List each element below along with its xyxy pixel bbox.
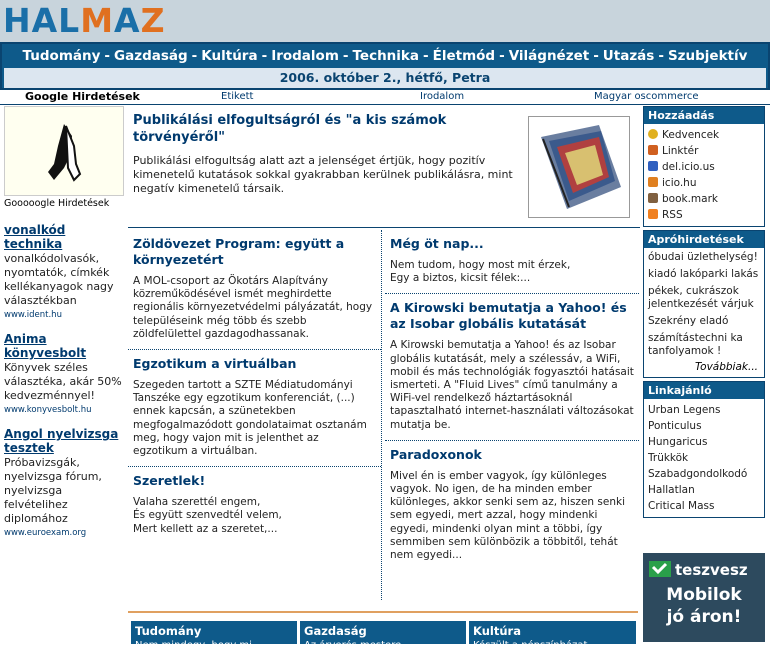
praying-hands-ad[interactable] xyxy=(4,106,124,196)
nav-link[interactable]: Irodalom xyxy=(271,48,339,64)
adbar-irodalom[interactable]: Irodalom xyxy=(420,91,465,102)
classified-item[interactable]: óbudai üzlethelység! xyxy=(648,251,758,263)
tab-tudomany[interactable]: Tudomány Nem mindegy, hogy mi xyxy=(131,621,297,644)
more-ads-link[interactable]: Továbbiak... xyxy=(695,361,758,373)
article-title[interactable]: Szeretlek! xyxy=(133,473,206,489)
article-title[interactable]: Egzotikum a virtuálban xyxy=(133,356,297,372)
nav-separator: - xyxy=(342,48,349,64)
article-text: Nem tudom, hogy most mit érzek, Egy a biztos, kicsit félek:... xyxy=(390,259,571,285)
nav-separator: - xyxy=(191,48,198,64)
linkajanlo-box xyxy=(643,381,765,518)
ad-bar xyxy=(0,90,770,105)
tab-kultura-sub[interactable]: Készült a népszínházat xyxy=(473,640,588,651)
pencil-icon xyxy=(648,145,658,155)
left-column xyxy=(4,106,126,642)
left-ad xyxy=(4,332,126,415)
link-recommendation[interactable]: Critical Mass xyxy=(648,500,715,512)
nav-link[interactable]: Utazás xyxy=(602,48,655,64)
teszvesz-banner[interactable] xyxy=(643,553,765,642)
link-recommendation[interactable]: Trükkök xyxy=(648,452,689,464)
rss-icon xyxy=(648,209,658,219)
tab-tudomany-sub[interactable]: Nem mindegy, hogy mi xyxy=(135,640,252,651)
featured-text: Publikálási elfogultság alatt azt a jelenséget értjük, hogy pozitív kimenetelű kutatások sokkal gyakrabban kerülnek publikálásra, mint negatív kimenetelű társaik. xyxy=(133,154,513,195)
left-ad xyxy=(4,223,126,320)
left-ad-url[interactable]: www.konyvesbolt.hu xyxy=(4,405,92,415)
hozzaadas-box xyxy=(643,106,765,227)
nav-link[interactable]: Világnézet xyxy=(508,48,590,64)
hozzaadas-item[interactable] xyxy=(648,143,760,159)
article xyxy=(385,441,639,570)
hozzaadas-label[interactable]: del.icio.us xyxy=(662,161,715,173)
bookmark-icon xyxy=(648,193,658,203)
article-text: Szegeden tartott a SZTE Médiatudományi Tanszéke egy egzotikum konferenciát, (...) ennek kapcsán, a szünetekben megfogalmazódott gondolataimat osztanám meg, hogy vajon mit is jelenthet az egzotikum a virtuálban. xyxy=(133,379,367,458)
hozzaadas-item[interactable] xyxy=(648,175,760,191)
left-ad-url[interactable]: www.ident.hu xyxy=(4,310,62,320)
hozzaadas-label[interactable]: Linktér xyxy=(662,145,699,157)
banner-brand: teszvesz xyxy=(675,561,748,579)
delicious-icon xyxy=(648,161,658,171)
featured-image[interactable] xyxy=(528,116,630,218)
hozzaadas-item[interactable] xyxy=(648,159,760,175)
article-title[interactable]: Még öt nap... xyxy=(390,236,484,251)
link-recommendation[interactable]: Ponticulus Hungaricus xyxy=(648,420,708,448)
praying-hands-icon xyxy=(34,116,94,186)
classified-item[interactable]: számítástechni ka tanfolyamok ! xyxy=(648,332,743,357)
article-title[interactable]: Zöldövezet Program: együtt a környezetért xyxy=(133,236,345,267)
left-ad-text: Könyvek széles választéka, akár 50% kedvezménnyel! xyxy=(4,361,122,402)
tab-kultura[interactable]: Kultúra Készült a népszínházat xyxy=(469,621,636,644)
article-text: Mivel én is ember vagyok, így különleges vagyok. No igen, de ha minden ember különleges, akkor senki sem az, hiszen senki sem egyedi, mert azzal, hogy mindenki egyedi, mindenki olyan mint a többi, így semmiben sem különbözik a többitől, tehát nem egyedi... xyxy=(390,469,625,562)
left-ad-text: Próbavizsgák, nyelvizsga fórum, nyelvizsga felvételihez diplomához xyxy=(4,456,102,525)
adbar-oscommerce[interactable]: Magyar oscommerce xyxy=(594,91,699,102)
article-text: A MOL-csoport az Ökotárs Alapítvány közreműködésével ismét meghirdette regionális környezetvédelmi pályázatát, hogy településeink még több és szebb zöldfelülettel gazdagodhassanak. xyxy=(133,275,373,340)
article xyxy=(385,230,639,294)
article-text: A Kirowski bemutatja a Yahoo! és az Isobar globális kutatását, mely a szélessáv, a WiFi, mobil és más technológiák fogyasztói hatásait ismerteti. A "Fluid Lives" című tanulmány a WiFi-vel rendelkező háztartásoknál tapasztalható internet-használati változásokat mutatja be. xyxy=(390,339,634,431)
site-header xyxy=(0,0,770,42)
rolled-magazine-icon xyxy=(529,117,629,217)
left-ad xyxy=(4,427,126,538)
hozzaadas-item[interactable] xyxy=(648,127,760,143)
google-ads-caption[interactable]: Gooooogle Hirdetések xyxy=(4,198,110,209)
star-icon xyxy=(648,129,658,139)
nav-separator: - xyxy=(658,48,664,64)
nav-link[interactable]: Szubjektív xyxy=(667,48,748,64)
hozzaadas-label[interactable]: book.mark xyxy=(662,193,718,205)
featured-article xyxy=(128,106,640,228)
article xyxy=(128,230,381,350)
article-text: Valaha szerettél engem, És együtt szenvedtél velem, Mert kellett az a szeretet,... xyxy=(133,496,282,535)
hozzaadas-item[interactable] xyxy=(648,207,760,223)
hozzaadas-item[interactable] xyxy=(648,191,760,207)
adbar-etikett[interactable]: Etikett xyxy=(221,91,254,102)
nav-separator: - xyxy=(104,48,111,64)
date-bar: 2006. október 2., hétfő, Petra xyxy=(4,68,766,88)
main-content xyxy=(128,106,640,651)
nav-separator: - xyxy=(261,48,268,64)
nav-separator: - xyxy=(499,48,505,64)
hozzaadas-label[interactable]: Kedvencek xyxy=(662,129,720,141)
left-ad-url[interactable]: www.euroexam.org xyxy=(4,528,87,538)
article-title[interactable]: Paradoxonok xyxy=(390,446,482,462)
hozzaadas-header: Hozzáadás xyxy=(644,107,764,124)
left-ad-text: vonalkódolvasók, nyomtatók, címkék kellékanyagok nagy választékban xyxy=(4,252,114,307)
article xyxy=(128,350,381,467)
tab-gazdasag-sub[interactable]: Az árverés mestere xyxy=(304,640,402,651)
left-ad-title[interactable]: Anima könyvesbolt xyxy=(4,332,87,360)
nav-link[interactable]: Tudomány xyxy=(22,48,101,64)
nav-link[interactable]: Életmód xyxy=(432,48,496,64)
link-recommendation[interactable]: Szabadgondolkodó xyxy=(648,468,748,480)
link-recommendation[interactable]: Hallatlan xyxy=(648,484,695,496)
hozzaadas-label[interactable]: RSS xyxy=(662,209,683,221)
tab-gazdasag[interactable]: Gazdaság Az árverés mestere xyxy=(300,621,466,644)
aprohirdetesek-header: Apróhirdetések xyxy=(644,231,764,248)
site-logo[interactable]: HALMAZ xyxy=(3,1,166,40)
article-title[interactable]: A Kirowski bemutatja a Yahoo! és az Isobar globális kutatását xyxy=(390,300,627,332)
left-ad-title[interactable]: Angol nyelvizsga tesztek xyxy=(4,427,119,455)
nav-link[interactable]: Technika xyxy=(352,48,420,64)
banner-line2: jó áron! xyxy=(666,607,742,627)
bottom-section-tabs xyxy=(128,611,638,651)
nav-separator: - xyxy=(423,48,429,64)
articles-right-column xyxy=(385,230,639,600)
left-ad-title[interactable]: vonalkód technika xyxy=(4,223,66,251)
nav-link[interactable]: Gazdaság xyxy=(114,48,188,64)
nav-link[interactable]: Kultúra xyxy=(201,48,258,64)
articles-left-column xyxy=(128,230,382,600)
article xyxy=(128,467,381,544)
linkajanlo-header: Linkajánló xyxy=(644,382,764,399)
article xyxy=(385,294,639,440)
hozzaadas-label[interactable]: icio.hu xyxy=(662,177,697,189)
classified-item[interactable]: kiadó lakóparki lakás xyxy=(648,268,759,280)
icio-icon xyxy=(648,177,658,187)
right-column xyxy=(643,106,765,521)
nav-links xyxy=(2,48,768,64)
adbar-google[interactable]: Google Hirdetések xyxy=(25,90,140,103)
banner-line1: Mobilok xyxy=(666,585,742,605)
aprohirdetesek-box xyxy=(643,230,765,378)
classified-item[interactable]: pékek, cukrászok jelentkezését várjuk xyxy=(648,285,754,310)
classified-item[interactable]: Szekrény eladó xyxy=(648,315,729,327)
main-nav xyxy=(0,42,770,90)
link-recommendation[interactable]: Urban Legens xyxy=(648,404,721,416)
featured-title[interactable]: Publikálási elfogultságról és "a kis számok törvényéről" xyxy=(133,113,447,145)
nav-separator: - xyxy=(593,48,599,64)
